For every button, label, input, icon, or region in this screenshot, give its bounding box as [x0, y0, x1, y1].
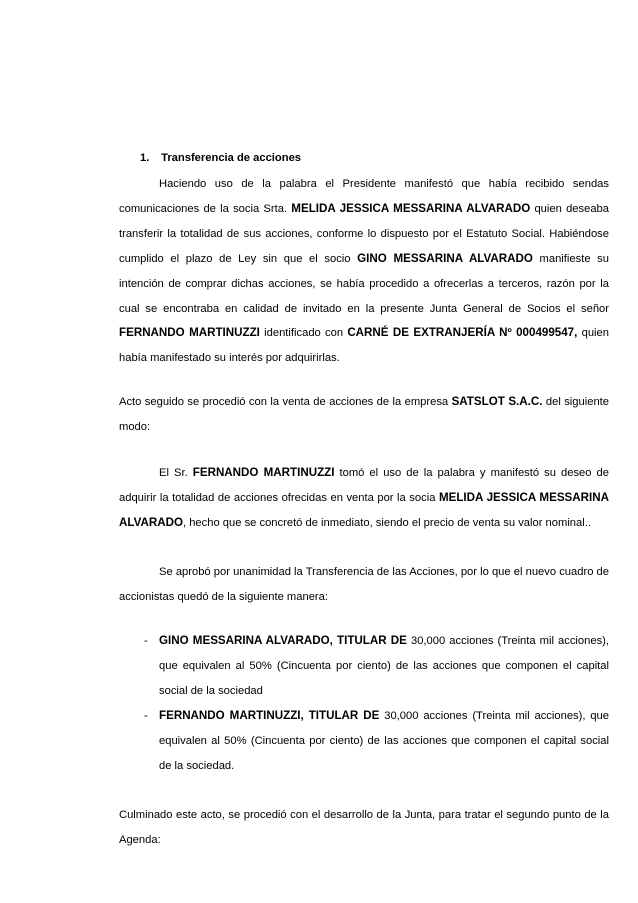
bullet-dash: - [144, 635, 148, 647]
bullet-dash: - [144, 709, 148, 722]
text-run: tomó el uso de la palabra y manifestó su deseo de adquirir la totalidad de acciones ofrecidas en venta por la socia [119, 467, 609, 504]
text-run: quien deseaba transferir la totalidad de sus acciones, conforme lo dispuesto por el Estatuto Social. Habiéndose cumplido el plazo de Ley sin que el socio [119, 202, 609, 265]
text-run: 30,000 acciones (Treinta mil acciones), que equivalen al 50% (Cincuenta por ciento) de las acciones que componen el capital social de la sociedad [159, 635, 610, 697]
text-run: El Sr. [159, 467, 193, 479]
paragraph-acquisition [119, 461, 609, 536]
list-item [119, 704, 609, 779]
paragraph-closing [119, 803, 609, 853]
paragraph-transfer-request [119, 172, 609, 371]
paragraph-approval [119, 560, 609, 610]
text-run: Se aprobó por unanimidad la Transferencia de las Acciones, por lo que el nuevo cuadro de accionistas quedó de la siguiente manera: [119, 566, 609, 603]
text-run: del siguiente modo: [119, 396, 609, 433]
text-run: Culminado este acto, se procedió con el desarrollo de la Junta, para tratar el segundo punto de la Agenda: [119, 809, 609, 846]
text-run: quien había manifestado su interés por adquirirlas. [119, 327, 609, 365]
bold-name-fernando: FERNANDO MARTINUZZI [119, 326, 260, 340]
bold-name-gino: GINO MESSARINA ALVARADO [357, 251, 533, 265]
section-heading [140, 146, 301, 171]
bold-shareholder-fernando: FERNANDO MARTINUZZI, TITULAR DE [159, 708, 380, 722]
section-number: 1. [140, 152, 150, 164]
bold-id-document: CARNÉ DE EXTRANJERÍA Nº 000499547, [347, 326, 578, 340]
paragraph-sale [119, 390, 609, 440]
bold-company-name: SATSLOT S.A.C. [451, 395, 543, 408]
list-item [119, 629, 609, 704]
section-title: Transferencia de acciones [161, 152, 302, 164]
bold-name-melida: MELIDA JESSICA MESSARINA ALVARADO [119, 490, 609, 529]
text-run: Acto seguido se procedió con la venta de acciones de la empresa [119, 396, 452, 408]
text-run: identificado con [259, 327, 348, 340]
text-run: Haciendo uso de la palabra el Presidente manifestó que había recibido sendas comunicaciones de la socia Srta. [119, 178, 609, 215]
text-run: , hecho que se concretó de inmediato, siendo el precio de venta su valor nominal.. [182, 516, 591, 529]
bold-name-melida: MELIDA JESSICA MESSARINA ALVARADO [291, 201, 531, 215]
shareholder-list [119, 629, 609, 778]
text-run: manifieste su intención de comprar dichas acciones, se había procedido a ofrecerlas a terceros, razón por la cual se encontraba en calidad de invitado en la presente Junta General de Socios el señor [119, 252, 609, 315]
bold-name-fernando: FERNANDO MARTINUZZI [192, 466, 335, 479]
bold-shareholder-gino: GINO MESSARINA ALVARADO, TITULAR DE [159, 634, 407, 647]
text-run: 30,000 acciones (Treinta mil acciones), que equivalen al 50% (Cincuenta por ciento) de las acciones que componen el capital social de la sociedad. [159, 709, 609, 772]
